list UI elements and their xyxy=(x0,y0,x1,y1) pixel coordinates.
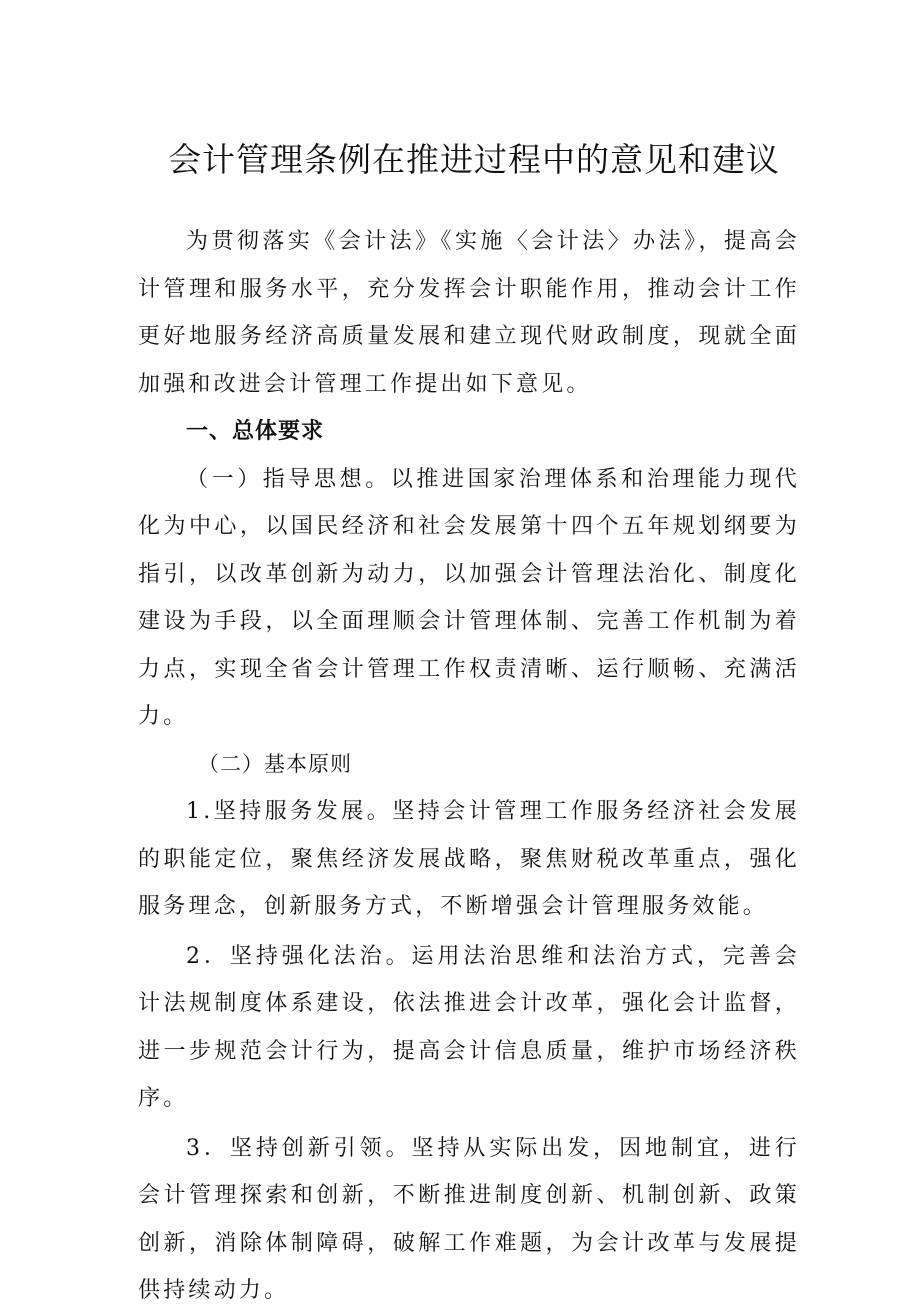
basic-principles-heading: （二）基本原则 xyxy=(198,751,352,776)
principle-paragraph-1: 1.坚持服务发展。坚持会计管理工作服务经济社会发展的职能定位，聚焦经济发展战略，聚焦财税改革重点，强化服务理念，创新服务方式，不断增强会计管理服务效能。 xyxy=(138,799,800,919)
principle-paragraph-2: 2．坚持强化法治。运用法治思维和法治方式，完善会计法规制度体系建设，依法推进会计改革，强化会计监督，进一步规范会计行为，提高会计信息质量，维护市场经济秩序。 xyxy=(138,943,800,1111)
document-title: 会计管理条例在推进过程中的意见和建议 xyxy=(168,140,780,179)
section-heading-general-requirements: 一、总体要求 xyxy=(186,419,325,444)
guiding-thought-paragraph: （一）指导思想。以推进国家治理体系和治理能力现代化为中心，以国民经济和社会发展第十四个五年规划纲要为指引，以改革创新为动力，以加强会计管理法治化、制度化建设为手段，以全面理顺会计管理体制、完善工作机制为着力点，实现全省会计管理工作权责清晰、运行顺畅、充满活力。 xyxy=(138,466,800,729)
principle-paragraph-3: 3．坚持创新引领。坚持从实际出发，因地制宜，进行会计管理探索和创新，不断推进制度创新、机制创新、政策创新，消除体制障碍，破解工作难题，为会计改革与发展提供持续动力。 xyxy=(138,1135,800,1303)
intro-paragraph: 为贯彻落实《会计法》《实施〈会计法〉办法》，提高会计管理和服务水平，充分发挥会计职能作用，推动会计工作更好地服务经济高质量发展和建立现代财政制度，现就全面加强和改进会计管理工作提出如下意见。 xyxy=(138,229,800,397)
